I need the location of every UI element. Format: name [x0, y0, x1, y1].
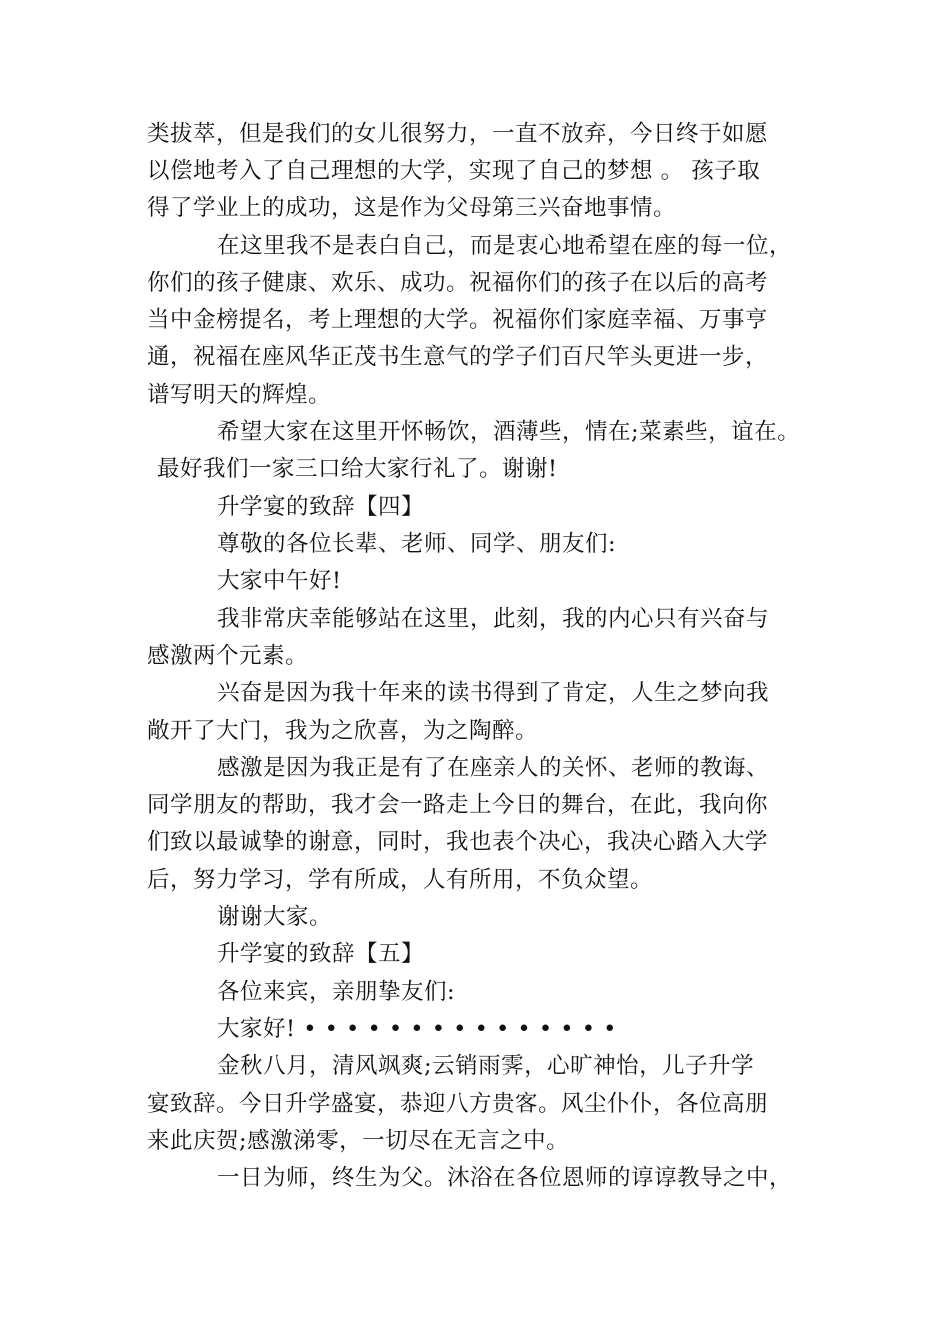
text-line: 后，努力学习，学有所成，人有所用，不负众望。 — [147, 867, 654, 893]
paragraph-first-line: 金秋八月，清风飒爽;云销雨霁，心旷神怡，儿子升学 — [217, 1053, 755, 1079]
greeting: 大家好! • • • • • • • • • • • • • • • — [217, 1016, 617, 1042]
text-line: 敞开了大门，我为之欣喜，为之陶醉。 — [147, 718, 539, 744]
salutation: 各位来宾，亲朋挚友们: — [217, 979, 456, 1005]
text-line: 你们的孩子健康、欢乐、成功。祝福你们的孩子在以后的高考 — [147, 270, 769, 296]
text-line: 最好我们一家三口给大家行礼了。谢谢! — [157, 456, 558, 482]
paragraph-first-line: 在这里我不是表白自己，而是衷心地希望在座的每一位， — [217, 233, 793, 259]
text-line: 以偿地考入了自己理想的大学，实现了自己的梦想 。 孩子取 — [147, 158, 761, 184]
text-line: 类拔萃，但是我们的女儿很努力，一直不放弃，今日终于如愿 — [147, 121, 769, 147]
text-line: 通，祝福在座风华正茂书生意气的学子们百尺竿头更进一步， — [147, 344, 769, 370]
text-line: 宴致辞。今日升学盛宴，恭迎八方贵客。风尘仆仆，各位高朋 — [147, 1091, 769, 1117]
paragraph-first-line: 一日为师，终生为父。沐浴在各位恩师的谆谆教导之中， — [217, 1165, 793, 1191]
closing-line: 谢谢大家。 — [217, 904, 333, 930]
paragraph-first-line: 兴奋是因为我十年来的读书得到了肯定，人生之梦向我 — [217, 680, 770, 706]
paragraph-first-line: 我非常庆幸能够站在这里，此刻，我的内心只有兴奋与 — [217, 606, 770, 632]
salutation: 尊敬的各位长辈、老师、同学、朋友们: — [217, 531, 617, 557]
text-line: 得了学业上的成功，这是作为父母第三兴奋地事情。 — [147, 195, 677, 221]
text-line: 谱写明天的辉煌。 — [147, 382, 332, 408]
greeting: 大家中午好! — [217, 568, 342, 594]
text-line: 同学朋友的帮助，我才会一路走上今日的舞台，在此，我向你 — [147, 792, 769, 818]
text-line: 当中金榜提名，考上理想的大学。祝福你们家庭幸福、万事亨 — [147, 307, 769, 333]
section-heading: 升学宴的致辞【四】 — [217, 494, 425, 520]
paragraph-first-line: 希望大家在这里开怀畅饮，酒薄些，情在;菜素些，谊在。 — [217, 419, 801, 445]
section-heading: 升学宴的致辞【五】 — [217, 941, 425, 967]
text-line: 来此庆贺;感激涕零，一切尽在无言之中。 — [147, 1128, 570, 1154]
paragraph-first-line: 感激是因为我正是有了在座亲人的关怀、老师的教诲、 — [217, 755, 770, 781]
text-line: 们致以最诚挚的谢意，同时，我也表个决心，我决心踏入大学 — [147, 829, 769, 855]
text-line: 感激两个元素。 — [147, 643, 309, 669]
